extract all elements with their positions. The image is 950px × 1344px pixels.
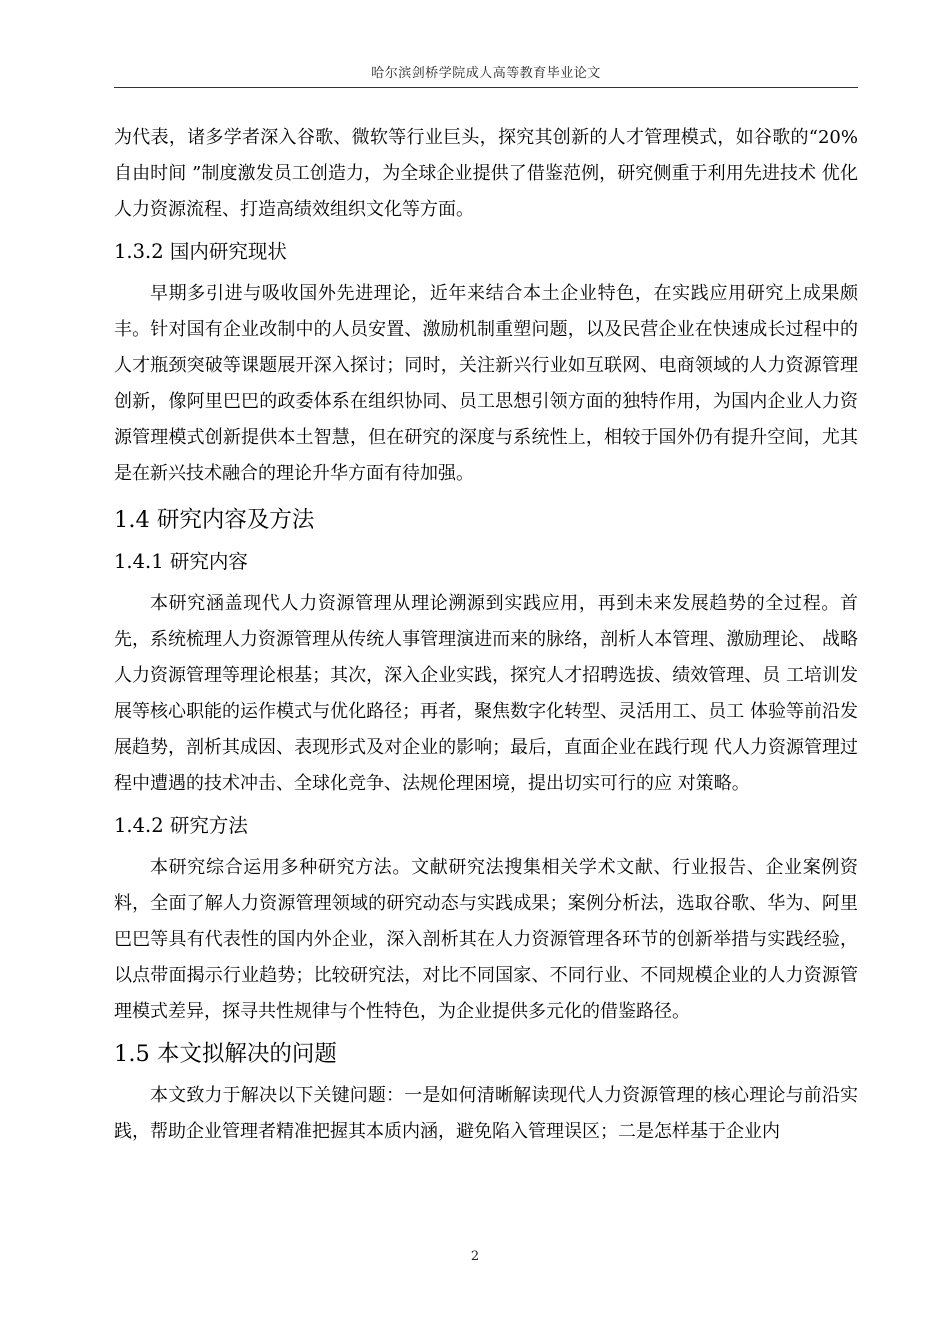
heading-1-4: 1.4 研究内容及方法: [114, 507, 315, 533]
heading-1-4-1: 1.4.1 研究内容: [114, 550, 248, 573]
page-number: 2: [470, 1249, 480, 1264]
paragraph-research-method: 本研究综合运用多种研究方法。文献研究法搜集相关学术文献、行业报告、企业案例资料，全面了解人力资源管理领域的研究动态与实践成果；案例分析法，选取谷歌、华为、阿里巴巴等具有代表性的国内外企业，深入剖析其在人力资源管理各环节的创新举措与实践经验，以点带面揭示行业趋势；比较研究法，对比不同国家、不同行业、不同规模企业的人力资源管理模式差异，探寻共性规律与个性特色，为企业提供多元化的借鉴路径。: [114, 857, 858, 1022]
paragraph-problem: 本文致力于解决以下关键问题：一是如何清晰解读现代人力资源管理的核心理论与前沿实践，帮助企业管理者精准把握其本质内涵，避免陷入管理误区；二是怎样基于企业内: [114, 1085, 858, 1142]
header-rule: [114, 87, 858, 88]
paragraph-research-content: 本研究涵盖现代人力资源管理从理论溯源到实践应用，再到未来发展趋势的全过程。首先，系统梳理人力资源管理从传统人事管理演进而来的脉络，剖析人本管理、激励理论、 战略人力资源管理等理论根基；其次，深入企业实践，探究人才招聘选拔、绩效管理、员 工培训发展等核心职能的运作模式与优化路径；再者，聚焦数字化转型、灵活用工、员工 体验等前沿发展趋势，剖析其成因、表现形式及对企业的影响；最后，直面企业在践行现 代人力资源管理过程中遭遇的技术冲击、全球化竞争、法规伦理困境，提出切实可行的应 对策略。: [114, 593, 858, 794]
heading-1-4-2: 1.4.2 研究方法: [114, 814, 248, 837]
running-header: 哈尔滨剑桥学院成人高等教育毕业论文: [371, 66, 601, 81]
paragraph-domestic-research: 早期多引进与吸收国外先进理论，近年来结合本土企业特色，在实践应用研究上成果颇丰。针对国有企业改制中的人员安置、激励机制重塑问题，以及民营企业在快速成长过程中的人才瓶颈突破等课题展开深入探讨；同时，关注新兴行业如互联网、电商领域的人力资源管理创新，像阿里巴巴的政委体系在组织协同、员工思想引领方面的独特作用，为国内企业人力资源管理模式创新提供本土智慧，但在研究的深度与系统性上，相较于国外仍有提升空间，尤其是在新兴技术融合的理论升华方面有待加强。: [114, 283, 858, 484]
page-body: [114, 120, 858, 1150]
heading-1-3-2: 1.3.2 国内研究现状: [114, 240, 287, 263]
paragraph-intro: 为代表，诸多学者深入谷歌、微软等行业巨头，探究其创新的人才管理模式，如谷歌的“20% 自由时间 ”制度激发员工创造力，为全球企业提供了借鉴范例，研究侧重于利用先进技术 优化人力资源流程、打造高绩效组织文化等方面。: [114, 127, 858, 220]
heading-1-5: 1.5 本文拟解决的问题: [114, 1041, 337, 1067]
